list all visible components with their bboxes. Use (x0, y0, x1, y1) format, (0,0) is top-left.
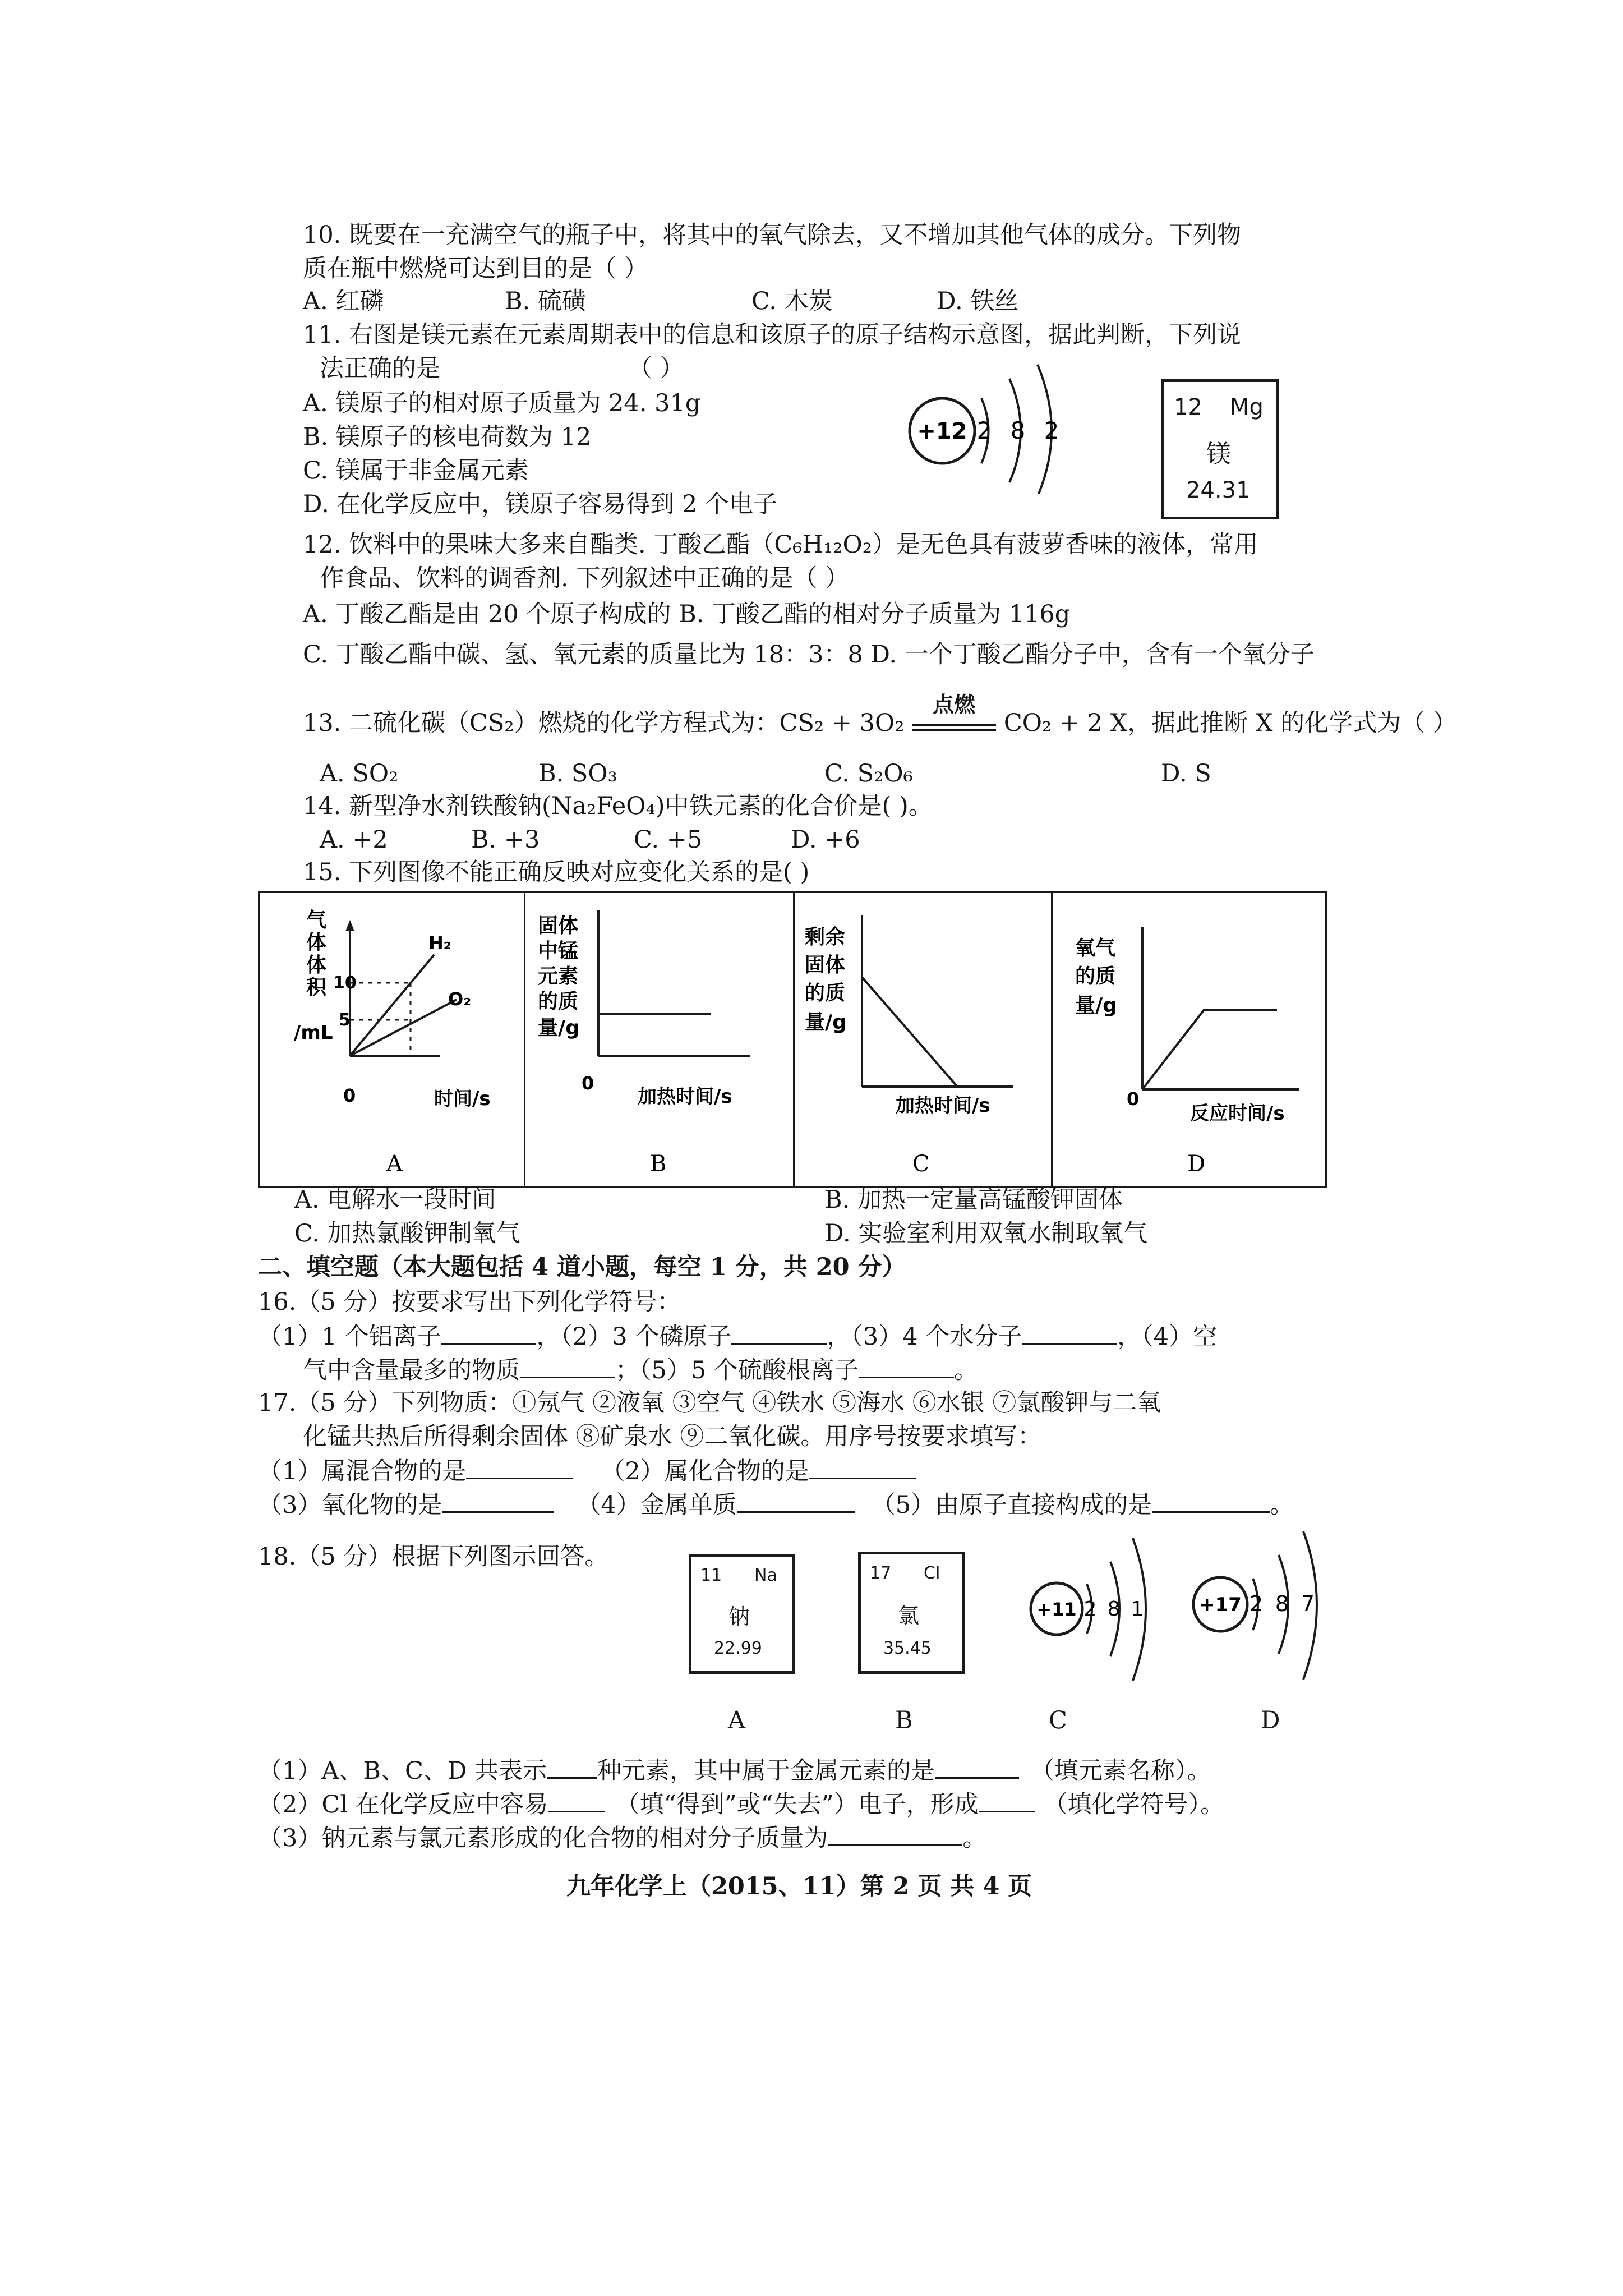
cl-shell-1: 2 (1249, 1591, 1264, 1616)
graph-a-h2-line (350, 955, 434, 1056)
q12-formula: C₆H₁₂O₂ (774, 531, 872, 559)
graph-d-origin: 0 (1127, 1088, 1140, 1110)
cl-periodic-table-card (858, 1552, 965, 1674)
q13-option-c: C. S₂O₆ (824, 760, 913, 788)
q11-option-d: D. 在化学反应中，镁原子容易得到 2 个电子 (303, 490, 777, 518)
graph-a-series-h2: H₂ (428, 932, 451, 954)
q16-stem: 16.（5 分）按要求写出下列化学符号： (258, 1288, 681, 1316)
q17-blank-4[interactable] (737, 1489, 855, 1513)
q16-blank-1[interactable] (441, 1320, 536, 1345)
q18-part2-label: （2）Cl 在化学反应中容易 (258, 1791, 548, 1819)
graph-d-ylabel-3: 量/g (1075, 994, 1117, 1017)
cl-shell-2: 8 (1275, 1591, 1289, 1616)
q18-label-c: C (1049, 1706, 1067, 1734)
q17-part4-label: （4）金属单质 (577, 1491, 737, 1519)
q17-blank-1[interactable] (466, 1455, 573, 1479)
q15-stem: 15. 下列图像不能正确反映对应变化关系的是( ) (303, 858, 810, 886)
q13-option-d: D. S (1161, 760, 1211, 788)
q16-line3 (303, 1354, 978, 1386)
cl-nucleus-charge: +17 (1199, 1594, 1242, 1616)
q17-line4 (258, 1489, 1294, 1520)
page-footer: 九年化学上（2015、11）第 2 页 共 4 页 (566, 1872, 1032, 1901)
q10-option-a: A. 红磷 (303, 287, 384, 315)
graph-c-ylabel-3: 的质 (805, 982, 846, 1005)
q17-stem-line1: 17.（5 分）下列物质：①氖气 ②液氧 ③空气 ④铁水 ⑤海水 ⑥水银 ⑦氯酸钾与二氧 (258, 1389, 1161, 1417)
q13-option-b: B. SO₃ (538, 760, 617, 788)
na-symbol: Na (754, 1566, 777, 1585)
graph-a-electrolysis (260, 893, 524, 1188)
graph-b-ylabel-2: 中锰 (538, 940, 579, 963)
mg-shell-1: 2 (976, 417, 992, 444)
mg-atomic-number: 12 (1174, 394, 1202, 420)
graph-d-ylabel-1: 氧气 (1075, 937, 1116, 960)
q15-option-c: C. 加热氯酸钾制氧气 (294, 1220, 520, 1248)
q10-option-b: B. 硫磺 (505, 287, 586, 315)
graph-a-ylabel-5: /mL (294, 1022, 333, 1044)
q16-part5-label: ；（5）5 个硫酸根离子 (615, 1356, 859, 1384)
graph-b-origin: 0 (582, 1073, 594, 1094)
q12-stem-line2: 作食品、饮料的调香剂. 下列叙述中正确的是（ ） (320, 564, 850, 592)
graph-c-decreasing-line (862, 977, 957, 1087)
q12-stem-line1-b: ）是无色具有菠萝香味的液体，常用 (872, 531, 1258, 559)
q13-stem (303, 692, 1457, 738)
cl-atom-structure-diagram (1183, 1520, 1346, 1694)
graph-a-tick-10: 10 (333, 973, 357, 993)
cl-atomic-number: 17 (870, 1563, 892, 1583)
q18-label-a: A (728, 1706, 746, 1734)
q18-line2 (258, 1755, 1211, 1786)
na-atom-structure-diagram (1021, 1526, 1166, 1694)
cl-shell-3: 7 (1301, 1591, 1315, 1616)
q13-condition: 点燃 (933, 692, 976, 717)
graph-d-rising-line (1142, 1010, 1277, 1089)
q10-option-d: D. 铁丝 (937, 287, 1019, 315)
q11-option-b: B. 镁原子的核电荷数为 12 (303, 423, 592, 451)
graph-c-xlabel: 加热时间/s (896, 1094, 990, 1117)
q16-blank-2[interactable] (731, 1320, 827, 1345)
q10-stem-line1: 10. 既要在一充满空气的瓶子中，将其中的氧气除去，又不增加其他气体的成分。下列物 (303, 221, 1242, 249)
q18-part1b-label: 种元素，其中属于金属元素的是 (597, 1757, 935, 1785)
q13-reaction-arrow (912, 692, 996, 731)
graph-c-ylabel-1: 剩余 (805, 926, 846, 949)
na-shell-3: 1 (1131, 1598, 1144, 1621)
q16-part4-label-cont: 气中含量最多的物质 (303, 1356, 520, 1384)
q10-stem-line2: 质在瓶中燃烧可达到目的是（ ） (303, 255, 648, 283)
graph-b-kmno4-mn-mass (525, 893, 793, 1188)
na-atomic-number: 11 (700, 1566, 722, 1585)
q17-part2-label: （2）属化合物的是 (601, 1457, 809, 1485)
na-atomic-mass: 22.99 (714, 1639, 762, 1658)
q17-blank-2[interactable] (809, 1455, 916, 1479)
na-element-name: 钠 (728, 1604, 750, 1629)
q15-graphs-box (258, 891, 1327, 1188)
q16-line2 (258, 1320, 1217, 1352)
graph-a-origin: 0 (343, 1085, 356, 1106)
section-2-heading: 二、填空题（本大题包括 4 道小题，每空 1 分，共 20 分） (258, 1253, 906, 1281)
q16-blank-3[interactable] (1022, 1320, 1117, 1345)
mg-nucleus-charge: +12 (917, 418, 967, 444)
q11-stem-line2: 法正确的是 (320, 355, 440, 383)
graph-b-xlabel: 加热时间/s (638, 1085, 732, 1108)
mg-shell-3: 2 (1044, 417, 1059, 444)
graph-b-ylabel-5: 量/g (538, 1016, 580, 1039)
q12-options-cd: C. 丁酸乙酯中碳、氢、氧元素的质量比为 18：3：8 D. 一个丁酸乙酯分子中，含有一个氧分子 (303, 641, 1315, 669)
q18-blank-2[interactable] (935, 1755, 1019, 1779)
cl-atomic-mass: 35.45 (883, 1639, 932, 1658)
q14-option-b: B. +3 (471, 826, 540, 854)
graph-c-ylabel-4: 量/g (805, 1011, 847, 1034)
q18-part3-label: （3）钠元素与氯元素形成的化合物的相对分子质量为 (258, 1824, 828, 1852)
q17-part1-label: （1）属混合物的是 (258, 1457, 467, 1485)
na-periodic-table-card (689, 1554, 795, 1674)
q18-blank-5[interactable] (828, 1822, 962, 1846)
q18-end-punct: 。 (962, 1824, 987, 1852)
graph-b-ylabel-4: 的质 (538, 990, 579, 1013)
q14-option-a: A. +2 (320, 826, 388, 854)
graph-a-series-o2: O₂ (448, 988, 472, 1010)
q14-stem: 14. 新型净水剂铁酸钠(Na₂FeO₄)中铁元素的化合价是( )。 (303, 792, 933, 820)
graph-a-o2-line (350, 1000, 457, 1056)
q17-part3-label: （3）氧化物的是 (258, 1491, 442, 1519)
na-shell-2: 8 (1107, 1598, 1121, 1621)
graph-b-ylabel-1: 固体 (538, 914, 579, 937)
mg-atomic-mass: 24.31 (1186, 477, 1251, 503)
graph-a-ylabel-2: 体 (306, 931, 327, 954)
graph-c-ylabel-2: 固体 (805, 954, 846, 977)
q17-stem-line2: 化锰共热后所得剩余固体 ⑧矿泉水 ⑨二氧化碳。用序号按要求填写： (303, 1423, 1042, 1451)
q18-label-d: D (1261, 1706, 1280, 1734)
q10-option-c: C. 木炭 (751, 287, 833, 315)
graph-c-kclo3-solid-mass (795, 893, 1051, 1188)
q11-option-c: C. 镁属于非金属元素 (303, 457, 529, 485)
na-nucleus-charge: +11 (1036, 1599, 1077, 1620)
graph-d-xlabel: 反应时间/s (1190, 1102, 1285, 1125)
q16-part4-label: ，（4）空 (1117, 1323, 1218, 1351)
q17-line3 (258, 1455, 916, 1487)
q18-part2b-label: （填“得到”或“失去”）电子，形成 (615, 1791, 979, 1819)
q11-stem-line1: 11. 右图是镁元素在元素周期表中的信息和该原子的原子结构示意图，据此判断，下列说 (303, 321, 1242, 349)
mg-element-name: 镁 (1206, 440, 1231, 468)
q16-blank-5[interactable] (859, 1354, 954, 1378)
graph-a-ylabel-4: 积 (306, 976, 327, 999)
mg-symbol: Mg (1230, 394, 1264, 420)
graph-b-ylabel-3: 元素 (538, 965, 579, 988)
q18-blank-1[interactable] (547, 1755, 597, 1779)
q11-answer-paren: （ ） (628, 355, 684, 383)
q18-label-b: B (895, 1706, 913, 1734)
q18-line3 (258, 1788, 1224, 1820)
q17-part5-label: （5）由原子直接构成的是 (871, 1491, 1152, 1519)
q18-stem: 18.（5 分）根据下列图示回答。 (258, 1543, 609, 1571)
graph-a-ylabel-3: 体 (306, 954, 327, 977)
q18-line4 (258, 1822, 986, 1853)
q18-part1-label: （1）A、B、C、D 共表示 (258, 1757, 547, 1785)
mg-atom-structure-diagram (897, 348, 1110, 494)
q16-blank-4[interactable] (520, 1354, 615, 1378)
graph-b-letter: B (650, 1151, 667, 1177)
q18-blank-4[interactable] (979, 1788, 1035, 1812)
q11-option-a: A. 镁原子的相对原子质量为 24. 31g (303, 389, 701, 417)
q12-stem-line1 (303, 530, 1258, 560)
graph-d-h2o2-oxygen-mass (1053, 893, 1327, 1188)
cl-symbol: Cl (924, 1563, 940, 1583)
q15-option-a: A. 电解水一段时间 (294, 1186, 496, 1214)
graph-a-tick-5: 5 (339, 1010, 351, 1030)
graph-d-ylabel-2: 的质 (1075, 965, 1116, 988)
q16-end-punct: 。 (953, 1356, 978, 1384)
graph-a-xlabel: 时间/s (434, 1088, 491, 1110)
q14-option-c: C. +5 (634, 826, 703, 854)
graph-c-letter: C (912, 1151, 930, 1177)
graph-a-ylabel-1: 气 (306, 909, 327, 932)
q16-part2-label: ，（2）3 个磷原子 (536, 1323, 732, 1351)
q17-end-punct: 。 (1270, 1491, 1294, 1519)
graph-d-letter: D (1187, 1151, 1206, 1177)
q15-option-d: D. 实验室利用双氧水制取氧气 (824, 1220, 1148, 1248)
q17-blank-5[interactable] (1152, 1489, 1270, 1513)
q18-part2-hint: （填化学符号）。 (1043, 1791, 1225, 1819)
mg-shell-2: 8 (1010, 417, 1026, 444)
graph-a-letter: A (386, 1151, 403, 1177)
q12-stem-line1-a: 12. 饮料中的果味大多来自酯类. 丁酸乙酯（ (303, 531, 774, 559)
q13-option-a: A. SO₂ (320, 760, 399, 788)
q14-option-d: D. +6 (791, 826, 860, 854)
q17-blank-3[interactable] (442, 1489, 554, 1513)
q18-blank-3[interactable] (548, 1788, 605, 1812)
q15-option-b: B. 加热一定量高锰酸钾固体 (824, 1186, 1123, 1214)
q13-stem-post: CO₂ + 2 X，据此推断 X 的化学式为（ ） (1003, 709, 1457, 737)
na-shell-1: 2 (1083, 1598, 1097, 1621)
mg-periodic-table-card (1161, 379, 1279, 519)
q13-stem-pre: 13. 二硫化碳（CS₂）燃烧的化学方程式为：CS₂ + 3O₂ (303, 709, 905, 737)
q16-part3-label: ，（3）4 个水分子 (827, 1323, 1022, 1351)
q18-part1-hint: （填元素名称）。 (1030, 1757, 1211, 1785)
cl-element-name: 氯 (898, 1603, 920, 1628)
q16-part1-label: （1）1 个铝离子 (258, 1323, 441, 1351)
q12-options-ab: A. 丁酸乙酯是由 20 个原子构成的 B. 丁酸乙酯的相对分子质量为 116g (303, 600, 1071, 628)
